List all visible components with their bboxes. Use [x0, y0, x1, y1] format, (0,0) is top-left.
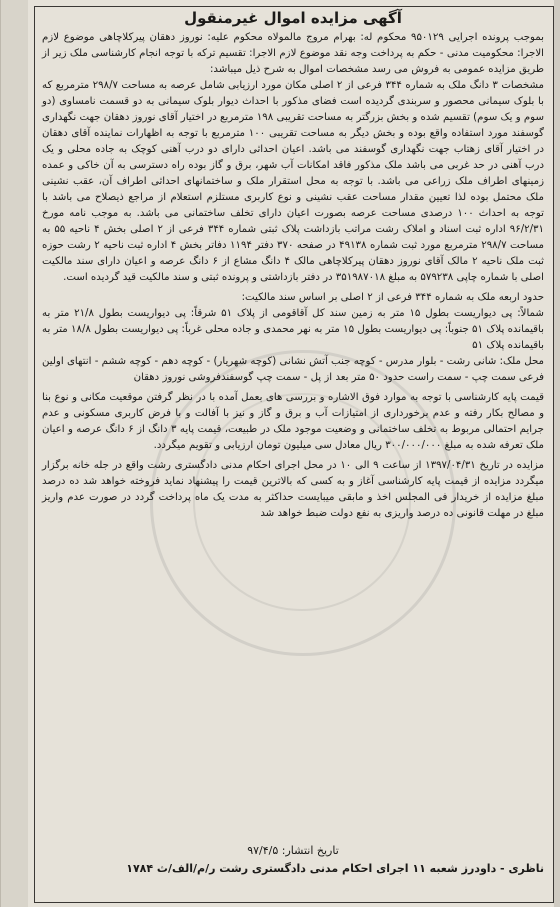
- notice-footer: [42, 842, 544, 878]
- valuation-paragraph: قیمت پایه کارشناسی با توجه به موارد فوق الاشاره و بررسی های بعمل آمده با در نظر گرفتن موقعیت مکانی و نوع بنا و مصالح بکار رفته و عدم برخورداری از امتیازات آب و برق و گاز و نیز با آفالت و با فرض کاربری مسکونی و عدم جرایم احتمالی مربوط به تخلف ساختمانی و وضعیت موجود ملک در طبیعت، قیمت پایه ۳ دانگ از ۶ دانگ عرصه و اعیان ملک تعرفه شده به مبلغ ۳۰۰/۰۰۰/۰۰۰ ریال معادل سی میلیون تومان ارزیابی و تقویم میگردد.: [42, 392, 544, 451]
- adjacent-page-edge: [0, 0, 29, 907]
- publication-date: تاریخ انتشار: ۹۷/۴/۵: [247, 844, 339, 857]
- notice-title: آگهی مزایده اموال غیرمنقول: [184, 9, 402, 27]
- auction-terms-paragraph: مزایده در تاریخ ۱۳۹۷/۰۴/۳۱ از ساعت ۹ الی ۱۰ در محل اجرای احکام مدنی دادگستری رشت واقع در جله خانه برگزار میگردد مزایده از قیمت پایه کارشناسی آغاز و به کسی که بالاترین قیمت را پیشنهاد نماید فروخته خواهد شد ده درصد مبلغ مزایده از خریدار فی المجلس اخذ و مابقی میبایست حداکثر به مدت یک ماه پرداخت گردد در صورت عدم واریز مبلغ در مهلت قانونی ده درصد واریزی به نفع دولت ضبط خواهد شد: [42, 460, 544, 519]
- notice-body: [42, 30, 544, 522]
- case-intro-paragraph: بموجب پرونده اجرایی ۹۵۰۱۲۹ محکوم له: بهرام مروج مالمولاه محکوم علیه: نوروز دهقان پیرکلاچاهی موضوع لازم الاجرا: محکومیت مدنی - حکم به پرداخت وجه نقد موضوع لازم الاجرا: تقسیم ترکه با توجه انجام کارشناسی ملک زیر از طریق مزایده عمومی به فروش می رسد مشخصات اموال به شرح ذیل میباشد:: [42, 32, 544, 75]
- issuer-signature: ناظری - داودرز شعبه ۱۱ اجرای احکام مدنی دادگستری رشت ر/م/الف/ث ۱۷۸۴: [126, 862, 544, 875]
- property-location-paragraph: محل ملک: شانی رشت - بلوار مدرس - کوچه جنب آتش نشانی (کوچه شهریار) - کوچه دهم - کوچه ششم - انتهای اولین فرعی سمت چپ - سمت راست حدود ۵۰ متر بعد از پل - سمت چپ گوسفندفروشی نوروز دهقان: [42, 356, 544, 383]
- boundaries-paragraph: شمالاً: پی دیواریست بطول ۱۵ متر به زمین سند کل آقاقومی از پلاک ۵۱ شرقاً: پی دیواریست بطول ۲۱/۸ متر به باقیمانده پلاک ۵۱ جنوباً: پی دیواریست بطول ۱۵ متر به نهر محمدی و جاده محلی غرباً: پی دیواریست بطول ۱۸/۸ متر به باقیمانده پلاک ۵۱: [42, 308, 544, 351]
- property-description-paragraph: مشخصات ۳ دانگ ملک به شماره ۳۴۴ فرعی از ۲ اصلی مکان مورد ارزیابی شامل عرصه به مساحت ۲۹۸/۷ مترمربع که با بلوک سیمانی محصور و سربندی گردیده است فضای مذکور با احداث دیوار بلوک سیمانی به دو قسمت نامساوی (دو سوم و یک سوم) تقسیم شده و بخش بزرگتر به مساحت تقریبی ۱۹۸ مترمربع در اختیار آقای نوروز دهقان جهت نگهداری گوسفند مورد استفاده واقع بوده و بخش دیگر به مساحت تقریبی ۱۰۰ مترمربع با توجه به اظهارات نماینده آقای دهقان در اختیار آقای زهتاب جهت نگهداری گوسفند می باشد. اعیان احداثی دارای دو درب آهنی کوچک به جاده محلی و یک درب آهنی در حد غربی می باشد ملک مذکور فاقد امکانات آب شهر، برق و گاز بوده راه دسترسی به آن خاکی و عمده زمینهای اطراف ملک زراعی می باشد. با توجه به محل استقرار ملک و ساختمانهای احداثی اطراف آن، عقب نشینی ملک محتمل بوده لذا تعیین مقدار مساحت عقب نشینی و نوع کاربری مستلزم استعلام از مراجع ذیصلاح می باشد با توجه به احداث ۱۰۰ درصدی مساحت عرصه بصورت اعیان دارای تخلف ساختمانی می باشد. به موجب نامه مورخ ۹۶/۲/۳۱ اداره ثبت اسناد و املاک رشت مراتب بازداشت پلاک ثبتی شماره ۳۴۴ فرعی از ۲ اصلی بخش ۴ ناحیه ۵۵ به مساحت ۲۹۸/۷ مترمربع مورد ثبت شماره ۴۹۱۳۸ در صفحه ۳۷۰ دفتر ۱۱۹۴ دفاتر بخش ۴ اداره ثبت ناحیه ۲ رشت حوزه ثبت ملک ناحیه ۲ مالک آقای نوروز دهقان پیرکلاچاهی مالک ۴ دانگ مشاع از ۶ دانگ عرصه و اعیان دارای سند مالکیت اصلی با شماره چاپی ۵۷۹۲۳۸ به مبلغ ۳۵۱۹۸۷۰۱۸ در دفتر بازداشتی و پرونده ثبتی و سند مالکیت قید گردیده است.: [42, 80, 544, 283]
- boundaries-heading: حدود اربعه ملک به شماره ۳۴۴ فرعی از ۲ اصلی بر اساس سند مالکیت:: [241, 292, 544, 303]
